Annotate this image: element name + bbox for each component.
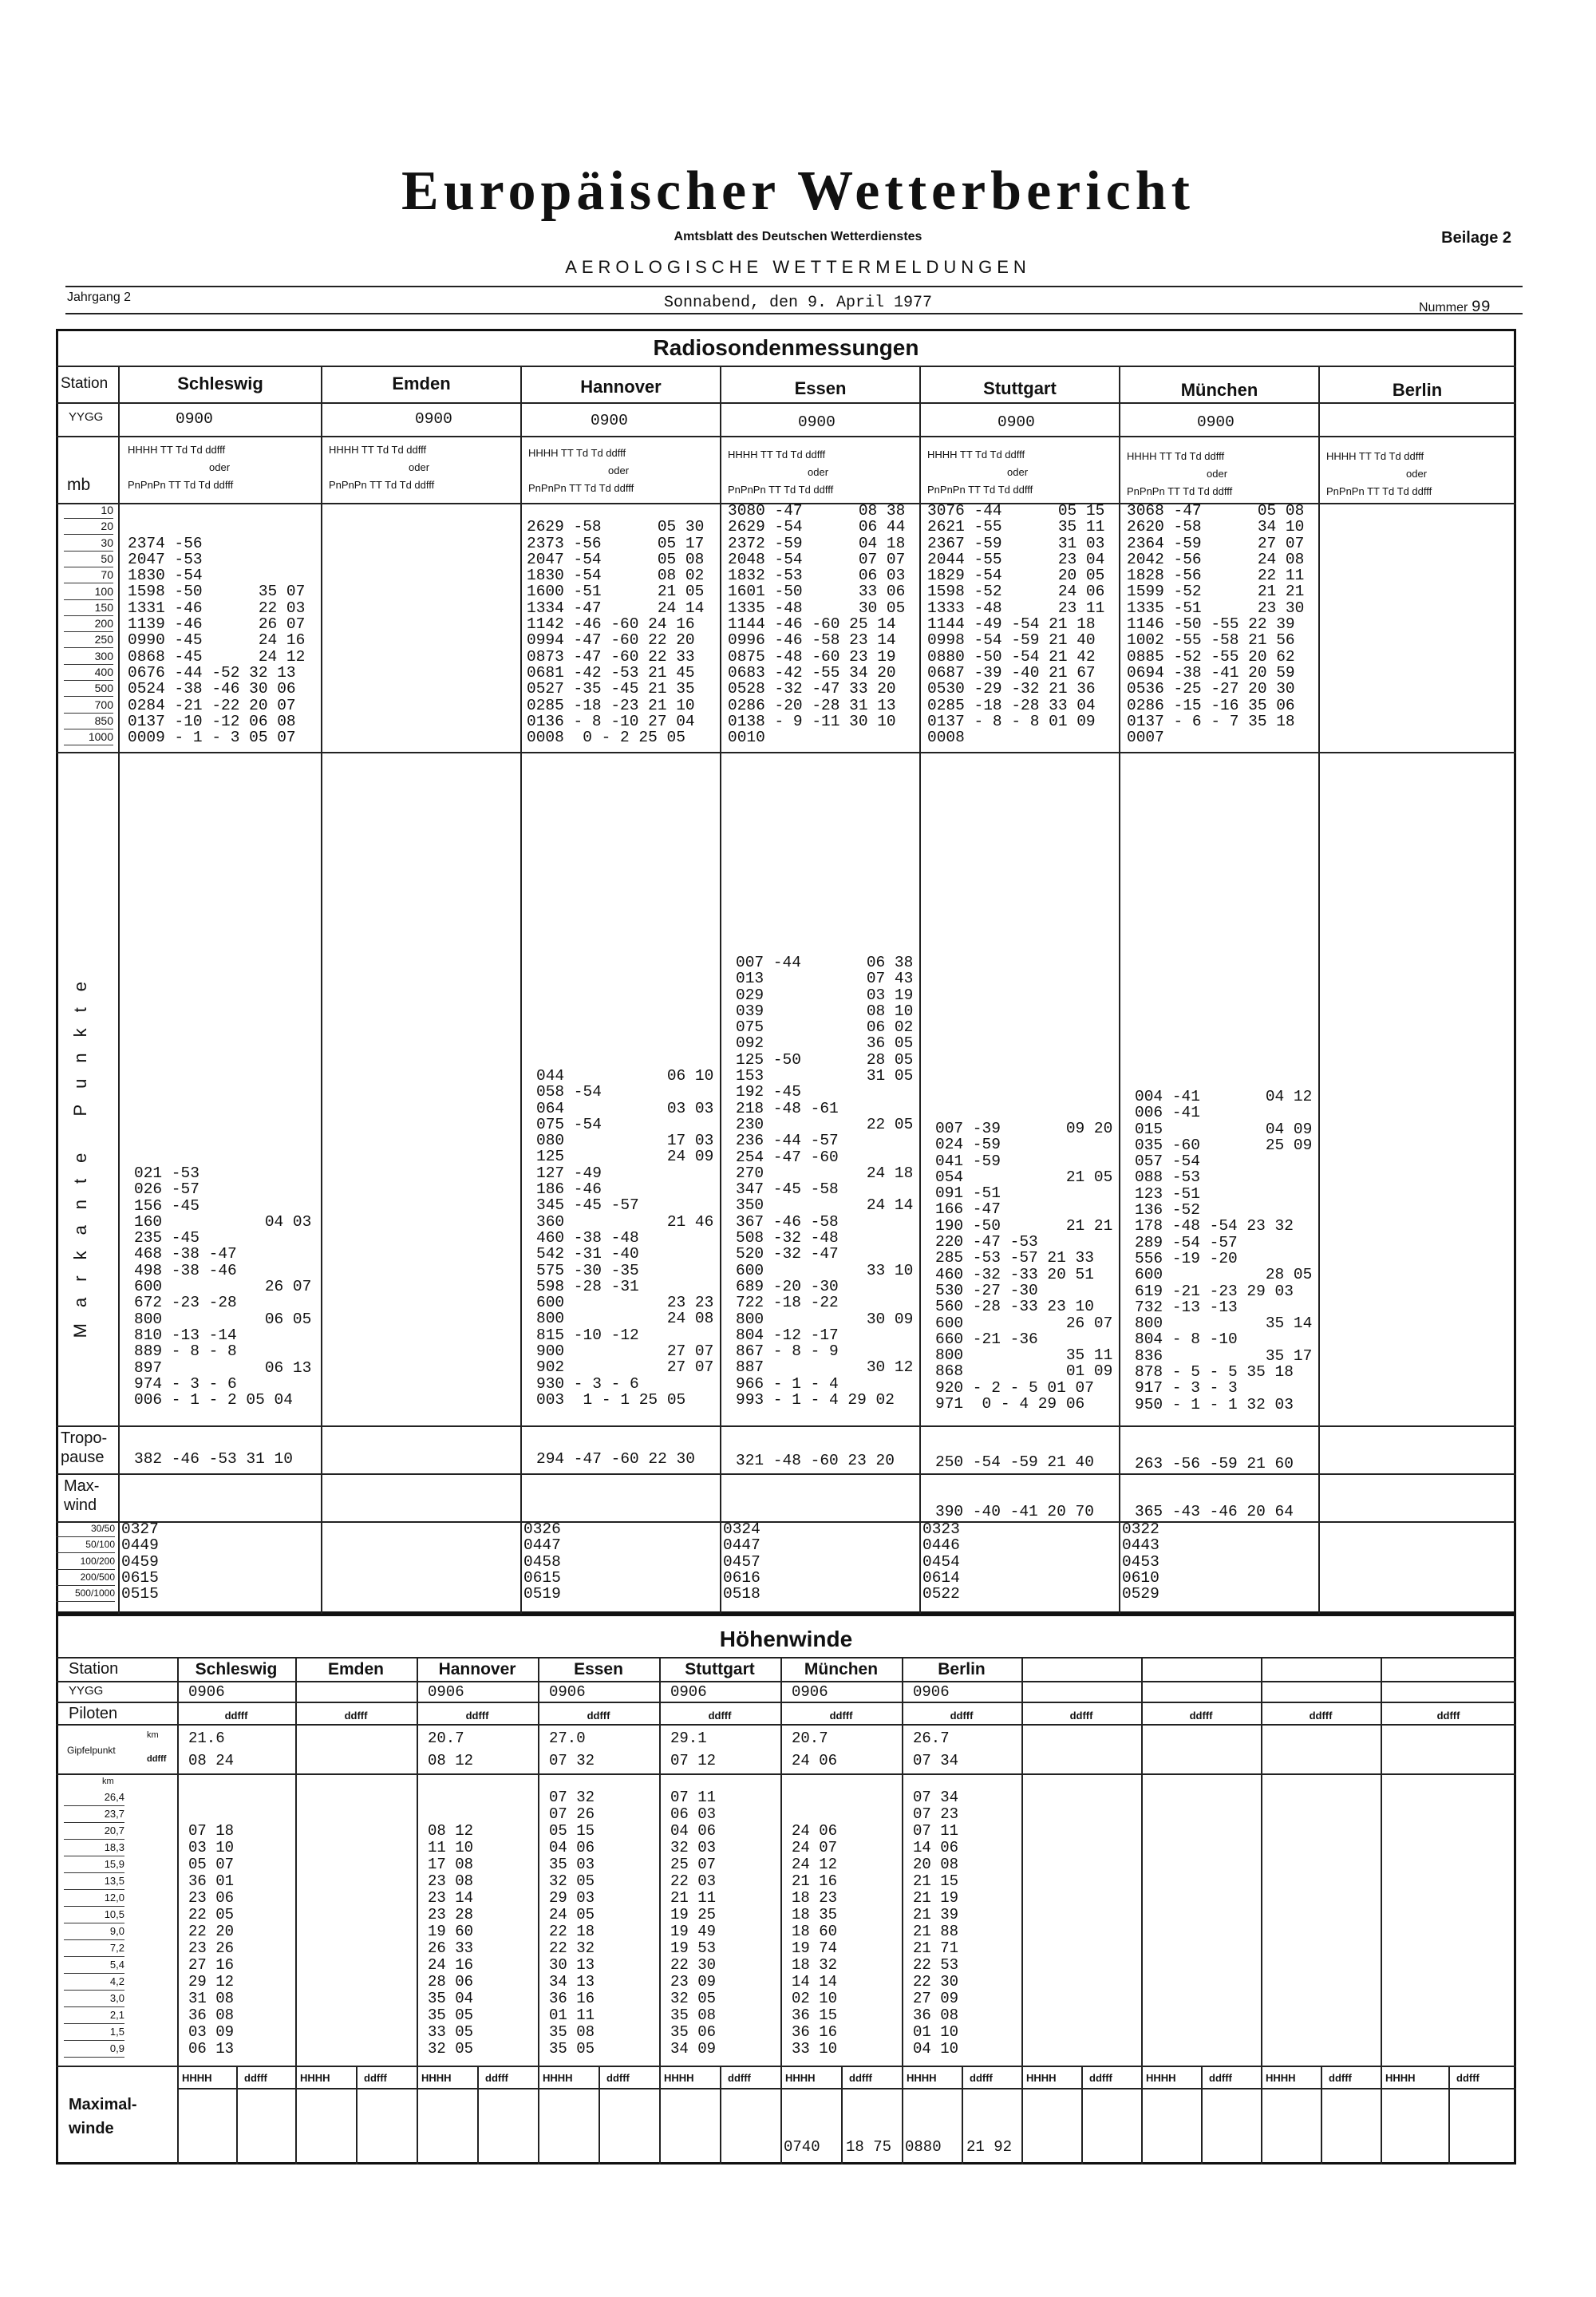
std-essen: 3080 -47 08 38 2629 -54 06 44 2372 -59 04 18 2048 -54 07 07 1832 -53 06 03 1601 -50 33 06 1335 -48 30 05 1144 -46 -60 25 14 0996 -46 -58 23 14 0875 -48 -60 23 19 0683 -42 -55 34 20 0528 -32 -47 33 20 0286 -20 -28 31 13 0138 - 9 -11 30 10 0010 [728, 502, 906, 747]
hw-level: 12,0 [64, 1890, 124, 1907]
hw-level: 20,7 [64, 1823, 124, 1840]
col-head: HHHH TT Td Td ddfff [329, 444, 427, 456]
pressure-level: 10 [64, 503, 113, 519]
thickness-level: 30/50 [56, 1521, 115, 1537]
pressure-level: 500 [64, 681, 113, 697]
tropo-essen: 321 -48 -60 23 20 [736, 1452, 895, 1469]
hw-hhhh-head: HHHH [785, 2072, 816, 2084]
hw-gipfel-label: Gipfelpunkt [67, 1745, 116, 1756]
hw-station: Stuttgart [685, 1660, 755, 1678]
col-head: PnPnPn TT Td Td ddfff [1127, 485, 1233, 497]
hw-ddfff-head: ddfff [849, 2072, 872, 2084]
hw-data: 08 12 11 10 17 08 23 08 23 14 23 28 19 60 26 33 24 16 28 06 35 04 35 05 33 05 32 05 [428, 1822, 474, 2058]
hw-ddfff-head: ddfff [587, 1710, 610, 1722]
pressure-level: 20 [64, 519, 113, 535]
hw-station: Schleswig [195, 1660, 278, 1678]
col-head-oder: oder [808, 466, 829, 478]
hw-data: 07 32 07 26 05 15 04 06 35 03 32 05 29 03 24 05 22 18 22 32 30 13 34 13 36 16 01 11 35 08 35 05 [549, 1789, 595, 2058]
hw-level: 23,7 [64, 1806, 124, 1823]
hw-gipfel-km: 21.6 [188, 1730, 225, 1747]
hw-gipfel-ddfff: ddfff [147, 1754, 167, 1764]
col-head-oder: oder [209, 461, 231, 473]
issue-number: Nummer 99 [1419, 298, 1491, 317]
maxwind-label: Max- wind [64, 1477, 100, 1514]
hw-max-ddfff: 18 75 [846, 2138, 892, 2156]
hw-ddfff-head: ddfff [465, 1710, 489, 1722]
hw-yygg: 0906 [428, 1683, 464, 1701]
col-head: HHHH TT Td Td ddfff [1326, 450, 1424, 462]
thickness-level: 50/100 [56, 1537, 115, 1553]
hw-ddfff-head: ddfff [244, 2072, 267, 2084]
divider [65, 313, 1523, 314]
hw-hhhh-head: HHHH [421, 2072, 452, 2084]
hw-max-hhhh: 0880 [905, 2138, 942, 2156]
col-head-oder: oder [1207, 468, 1228, 480]
station-berlin: Berlin [1392, 380, 1443, 400]
hw-level: 13,5 [64, 1873, 124, 1890]
pressure-level: 400 [64, 665, 113, 681]
station-hannover: Hannover [580, 377, 662, 397]
pressure-level: 1000 [64, 729, 113, 745]
hw-data: 07 11 06 03 04 06 32 03 25 07 22 03 21 11 19 25 19 49 19 53 22 30 23 09 32 05 35 08 35 06 34 09 [670, 1789, 717, 2058]
col-head: PnPnPn TT Td Td ddfff [927, 484, 1033, 496]
hw-ddfff-head: ddfff [728, 2072, 751, 2084]
mark-schleswig: 021 -53 026 -57 156 -45 160 04 03 235 -45 468 -38 -47 498 -38 -46 600 26 07 672 -23 -28 800 06 05 810 -13 -14 889 - 8 - 8 897 06 13 974 - 3 - 6 006 - 1 - 2 05 04 [134, 1164, 312, 1409]
hw-level: 5,4 [64, 1957, 124, 1974]
thick-stuttgart: 0323 0446 0454 0614 0522 [922, 1520, 960, 1603]
hw-station: München [804, 1660, 879, 1678]
col-head: HHHH TT Td Td ddfff [728, 449, 826, 461]
col-head-oder: oder [608, 465, 630, 476]
hw-ddfff-head: ddfff [344, 1710, 368, 1722]
hw-max-ddfff: 21 92 [966, 2138, 1013, 2156]
col-head: HHHH TT Td Td ddfff [128, 444, 226, 456]
yygg-schleswig: 0900 [176, 410, 213, 428]
mb-label: mb [67, 476, 91, 494]
tropo-muenchen: 263 -56 -59 21 60 [1135, 1455, 1294, 1473]
maxwind-muenchen: 365 -43 -46 20 64 [1135, 1503, 1294, 1520]
maxwind-stuttgart: 390 -40 -41 20 70 [935, 1503, 1094, 1520]
divider [65, 286, 1523, 287]
hw-gipfel-ddfff: 08 12 [428, 1752, 474, 1769]
yygg-hannover: 0900 [591, 412, 628, 429]
hw-piloten-label: Piloten [69, 1705, 118, 1722]
hw-ddfff-head: ddfff [1436, 1710, 1460, 1722]
hw-yygg: 0906 [913, 1683, 950, 1701]
pressure-level: 30 [64, 536, 113, 552]
pressure-level: 700 [64, 698, 113, 714]
pressure-level: 300 [64, 649, 113, 665]
hw-ddfff-head: ddfff [829, 1710, 853, 1722]
hw-hhhh-head: HHHH [300, 2072, 330, 2084]
maximalwinde-label: Maximal- winde [69, 2096, 137, 2137]
hw-level: 9,0 [64, 1923, 124, 1940]
hw-ddfff-head: ddfff [606, 2072, 630, 2084]
hw-ddfff-head: ddfff [970, 2072, 993, 2084]
thickness-level: 200/500 [56, 1570, 115, 1586]
mark-essen: 007 -44 06 38 013 07 43 029 03 19 039 08 10 075 06 02 092 36 05 125 -50 28 05 153 31 05 192 -45 218 -48 -61 230 22 05 236 -44 -57 254 -47 -60 270 24 18 347 -45 -58 350 24 14 367 -46 -58 508 -32 -48 520 -32 -47 600 33 10 689 -20 -30 722 -18 -22 800 30 09 804 -12 -17 867 - 8 - 9 887 30 12 966 - 1 - 4 993 - 1 - 4 29 02 [736, 954, 914, 1409]
hw-gipfel-ddfff: 24 06 [792, 1752, 838, 1769]
tropo-label: Tropo- pause [61, 1429, 108, 1466]
markante-punkte-label: Markante Punkte [70, 966, 90, 1338]
pressure-level: 50 [64, 552, 113, 567]
tropo-hannover: 294 -47 -60 22 30 [536, 1450, 695, 1468]
tropo-stuttgart: 250 -54 -59 21 40 [935, 1453, 1094, 1471]
jahrgang: Jahrgang 2 [67, 291, 132, 304]
station-label: Station [61, 375, 109, 392]
col-head: PnPnPn TT Td Td ddfff [728, 484, 834, 496]
yygg-essen: 0900 [798, 413, 836, 431]
col-head: PnPnPn TT Td Td ddfff [329, 479, 435, 491]
mark-hannover: 044 06 10 058 -54 064 03 03 075 -54 080 17 03 125 24 09 127 -49 186 -46 345 -45 -57 360 21 46 460 -38 -48 542 -31 -40 575 -30 -35 598 -28 -31 600 23 23 800 24 08 815 -10 -12 900 27 07 902 27 07 930 - 3 - 6 003 1 - 1 25 05 [536, 1067, 714, 1409]
hw-gipfel-ddfff: 07 12 [670, 1752, 717, 1769]
hw-hhhh-head: HHHH [1266, 2072, 1296, 2084]
hw-hhhh-head: HHHH [907, 2072, 937, 2084]
hw-station: Emden [327, 1660, 384, 1678]
hw-yygg: 0906 [188, 1683, 225, 1701]
pressure-level: 70 [64, 567, 113, 583]
hw-station: Hannover [438, 1660, 516, 1678]
hw-ddfff-head: ddfff [364, 2072, 387, 2084]
pressure-level: 150 [64, 600, 113, 616]
station-muenchen: München [1180, 380, 1258, 400]
hw-km-label: km [102, 1777, 114, 1786]
hw-hhhh-head: HHHH [182, 2072, 212, 2084]
hw-level: 26,4 [64, 1789, 124, 1806]
hw-ddfff-head: ddfff [708, 1710, 732, 1722]
hw-gipfel-km: km [147, 1730, 159, 1740]
hw-data: 07 34 07 23 07 11 14 06 20 08 21 15 21 19 21 39 21 88 21 71 22 53 22 30 27 09 36 08 01 10 04 10 [913, 1789, 959, 2058]
hw-station: Berlin [938, 1660, 986, 1678]
hw-gipfel-km: 20.7 [428, 1730, 464, 1747]
hw-station-label: Station [69, 1660, 119, 1678]
station-emden: Emden [392, 374, 451, 393]
pressure-level: 250 [64, 632, 113, 648]
yygg-emden: 0900 [415, 410, 452, 428]
hw-level: 15,9 [64, 1856, 124, 1873]
col-head: PnPnPn TT Td Td ddfff [528, 482, 634, 494]
hw-gipfel-ddfff: 07 32 [549, 1752, 595, 1769]
std-hannover: 2629 -58 05 30 2373 -56 05 17 2047 -54 05 08 1830 -54 08 02 1600 -51 21 05 1334 -47 24 14 1142 -46 -60 24 16 0994 -47 -60 22 20 0873 -47 -60 22 33 0681 -42 -53 21 45 0527 -35 -45 21 35 0285 -18 -23 21 10 0136 - 8 -10 27 04 0008 0 - 2 25 05 [527, 518, 705, 747]
thickness-level: 500/1000 [56, 1586, 115, 1602]
hw-ddfff-head: ddfff [485, 2072, 508, 2084]
hw-gipfel-ddfff: 08 24 [188, 1752, 235, 1769]
hw-ddfff-head: ddfff [1089, 2072, 1112, 2084]
hw-ddfff-head: ddfff [950, 1710, 974, 1722]
col-head-oder: oder [1406, 468, 1428, 480]
pressure-level: 100 [64, 584, 113, 600]
beilage: Beilage 2 [1441, 229, 1511, 247]
thick-hannover: 0326 0447 0458 0615 0519 [523, 1520, 561, 1603]
thick-muenchen: 0322 0443 0453 0610 0529 [1122, 1520, 1159, 1603]
hw-gipfel-km: 20.7 [792, 1730, 828, 1747]
mark-stuttgart: 007 -39 09 20 024 -59 041 -59 054 21 05 091 -51 166 -47 190 -50 21 21 220 -47 -53 285 -53 -57 21 33 460 -32 -33 20 51 530 -27 -30 560 -28 -33 23 10 600 26 07 660 -21 -36 800 35 11 868 01 09 920 - 2 - 5 01 07 971 0 - 4 29 06 [935, 1120, 1113, 1413]
pressure-level: 850 [64, 714, 113, 729]
col-head-oder: oder [1007, 466, 1029, 478]
hw-level: 7,2 [64, 1940, 124, 1957]
std-schleswig: 2374 -56 2047 -53 1830 -54 1598 -50 35 07 1331 -46 22 03 1139 -46 26 07 0990 -45 24 16 0868 -45 24 12 0676 -44 -52 32 13 0524 -38 -46 30 06 0284 -21 -22 20 07 0137 -10 -12 06 08 0009 - 1 - 3 05 07 [128, 534, 306, 747]
pressure-level: 200 [64, 616, 113, 632]
tropo-schleswig: 382 -46 -53 31 10 [134, 1450, 293, 1468]
hw-hhhh-head: HHHH [1385, 2072, 1416, 2084]
hw-level: 3,0 [64, 1991, 124, 2007]
hw-ddfff-head: ddfff [224, 1710, 248, 1722]
yygg-muenchen: 0900 [1197, 413, 1235, 431]
mark-muenchen: 004 -41 04 12 006 -41 015 04 09 035 -60 25 09 057 -54 088 -53 123 -51 136 -52 178 -48 -54 23 32 289 -54 -57 556 -19 -20 600 28 05 619 -21 -23 29 03 732 -13 -13 800 35 14 804 - 8 -10 836 35 17 878 - 5 - 5 35 18 917 - 3 - 3 950 - 1 - 1 32 03 [1135, 1088, 1313, 1413]
hw-level: 0,9 [64, 2041, 124, 2058]
station-stuttgart: Stuttgart [983, 378, 1057, 398]
hw-ddfff-head: ddfff [1456, 2072, 1479, 2084]
hw-ddfff-head: ddfff [1309, 1710, 1333, 1722]
yygg-label: YYGG [69, 410, 104, 424]
section-title: AEROLOGISCHE WETTERMELDUNGEN [565, 257, 1031, 277]
hw-level: 18,3 [64, 1840, 124, 1856]
hw-gipfel-km: 26.7 [913, 1730, 950, 1747]
hw-hhhh-head: HHHH [1146, 2072, 1176, 2084]
hw-level: 1,5 [64, 2024, 124, 2041]
hw-ddfff-head: ddfff [1329, 2072, 1352, 2084]
station-schleswig: Schleswig [177, 374, 263, 393]
station-essen: Essen [794, 378, 847, 398]
hw-hhhh-head: HHHH [664, 2072, 694, 2084]
hw-yygg: 0906 [549, 1683, 586, 1701]
hw-yygg: 0906 [792, 1683, 828, 1701]
col-head: PnPnPn TT Td Td ddfff [1326, 485, 1432, 497]
hw-gipfel-km: 29.1 [670, 1730, 707, 1747]
hw-yygg-label: YYGG [69, 1684, 104, 1698]
col-head: PnPnPn TT Td Td ddfff [128, 479, 234, 491]
thick-schleswig: 0327 0449 0459 0615 0515 [121, 1520, 159, 1603]
hw-ddfff-head: ddfff [1209, 2072, 1232, 2084]
hw-ddfff-head: ddfff [1069, 1710, 1093, 1722]
yygg-stuttgart: 0900 [998, 413, 1035, 431]
hw-ddfff-head: ddfff [1189, 1710, 1213, 1722]
radiosonde-title: Radiosondenmessungen [653, 335, 919, 360]
subtitle: Amtsblatt des Deutschen Wetterdienstes [674, 230, 922, 243]
hw-station: Essen [574, 1660, 623, 1678]
hw-level: 2,1 [64, 2007, 124, 2024]
thickness-level: 100/200 [56, 1554, 115, 1570]
hw-data: 24 06 24 07 24 12 21 16 18 23 18 35 18 60 19 74 18 32 14 14 02 10 36 15 36 16 33 10 [792, 1822, 838, 2058]
thick-essen: 0324 0447 0457 0616 0518 [723, 1520, 760, 1603]
hw-max-hhhh: 0740 [784, 2138, 820, 2156]
issue-date: Sonnabend, den 9. April 1977 [663, 294, 933, 312]
col-head: HHHH TT Td Td ddfff [1127, 450, 1225, 462]
col-head: HHHH TT Td Td ddfff [528, 447, 626, 459]
std-stuttgart: 3076 -44 05 15 2621 -55 35 11 2367 -59 31 03 2044 -55 23 04 1829 -54 20 05 1598 -52 24 06 1333 -48 23 11 1144 -49 -54 21 18 0998 -54 -59 21 40 0880 -50 -54 21 42 0687 -39 -40 21 67 0530 -29 -32 21 36 0285 -18 -28 33 04 0137 - 8 - 8 01 09 0008 [927, 502, 1105, 747]
hw-gipfel-km: 27.0 [549, 1730, 586, 1747]
page-title: Europäischer Wetterbericht [401, 160, 1195, 222]
std-muenchen: 3068 -47 05 08 2620 -58 34 10 2364 -59 27 07 2042 -56 24 08 1828 -56 22 11 1599 -52 21 21 1335 -51 23 30 1146 -50 -55 22 39 1002 -55 -58 21 56 0885 -52 -55 20 62 0694 -38 -41 20 59 0536 -25 -27 20 30 0286 -15 -16 35 06 0137 - 6 - 7 35 18 0007 [1127, 502, 1305, 747]
col-head-oder: oder [409, 461, 430, 473]
hw-level: 4,2 [64, 1974, 124, 1991]
hw-data: 07 18 03 10 05 07 36 01 23 06 22 05 22 20 23 26 27 16 29 12 31 08 36 08 03 09 06 13 [188, 1822, 235, 2058]
hw-hhhh-head: HHHH [543, 2072, 573, 2084]
hw-gipfel-ddfff: 07 34 [913, 1752, 959, 1769]
hoehenwinde-title: Höhenwinde [719, 1627, 853, 1651]
col-head: HHHH TT Td Td ddfff [927, 449, 1025, 461]
hw-yygg: 0906 [670, 1683, 707, 1701]
hw-hhhh-head: HHHH [1026, 2072, 1057, 2084]
hw-level: 10,5 [64, 1907, 124, 1923]
